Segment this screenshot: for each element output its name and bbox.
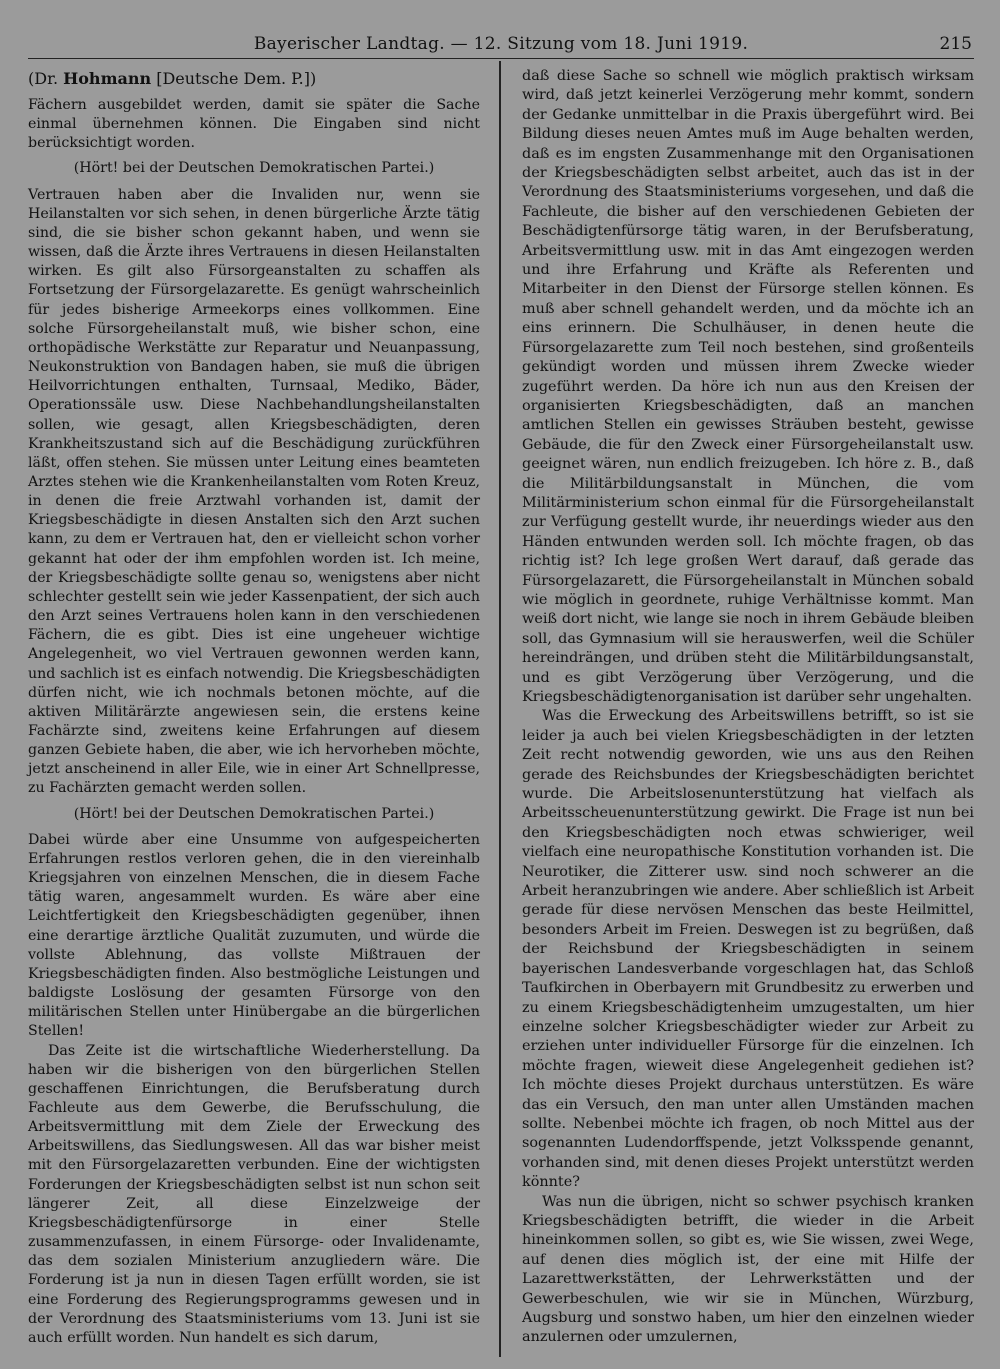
paragraph: daß diese Sache so schnell wie möglich praktisch wirksam wird, daß jetzt keinerlei Verzögerung mehr kommt, sondern der Gedanke unmittelbar in die Praxis übergeführt wird. Bei Bildung dieses neuen Amtes muß im Auge behalten werden, daß es im engsten Zusammenhange mit den Organisationen der Kriegsbeschädigten selbst arbeitet, auch das ist in der Verordnung des Staatsministeriums vorgesehen, und daß die Fachleute, die bisher auf den verschiedenen Gebieten der Beschädigtenfürsorge tätig waren, in der Berufsberatung, Arbeitsvermittlung usw. mit in das Amt eingezogen werden und ihre Erfahrung und Kräfte als Referenten und Mitarbeiter in den Dienst der Fürsorge stellen können. Es muß aber schnell gehandelt werden, und da möchte ich an eins erinnern. Die Schulhäuser, in denen heute die Fürsorgelazarette zum Teil noch bestehen, sind großenteils gekündigt worden und müssen ihrem Zwecke wieder zugeführt werden. Da höre ich nun aus den Kreisen der organisierten Kriegsbeschädigten, daß an manchen amtlichen Stellen ein gewisses Sträuben besteht, gewisse Gebäude, die für den Zweck einer Fürsorgeheilanstalt usw. geeignet wären, nun endlich freizugeben. Ich höre z. B., daß die Militärbildungsanstalt in München, die vom Militärministerium schon einmal für die Fürsorgeheilanstalt zur Verfügung gestellt wurde, ihr neuerdings wieder aus den Händen entwunden werden soll. Ich möchte fragen, ob das richtig ist? Ich lege großen Wert darauf, daß gerade das Fürsorgelazarett, die Fürsorgeheilanstalt in München sobald wie möglich in geordnete, ruhige Verhältnisse kommt. Man weiß dort nicht, wie lange sie noch in ihrem Gebäude bleiben soll, das Gymnasium will sie herauswerfen, weil die Schüler hereindrängen, und drüben steht die Militärbildungsanstalt, und es gibt Verzögerung über Verzögerung, und die Kriegsbeschädigtenorganisation ist darüber sehr ungehalten. xyxy=(522,68,974,705)
running-title: Bayerischer Landtag. — 12. Sitzung vom 18. Juni 1919. xyxy=(253,34,749,54)
paragraph: Vertrauen haben aber die Invaliden nur, wenn sie Heilanstalten vor sich sehen, in denen bürgerliche Ärzte tätig sind, die sie bisher schon gekannt haben, und wenn sie wissen, daß die Ärzte ihres Vertrauens in diesen Heilanstalten wirken. Es gilt also Fürsorgeanstalten zu schaffen als Fortsetzung der Fürsorgelazarette. Es genügt wahrscheinlich für jedes bisherige Armeekorps eines vollkommen. Eine solche Fürsorgeheilanstalt muß, wie bisher schon, eine orthopädische Werkstätte zur Reparatur und Neuanpassung, Neukonstruktion von Bandagen haben, sie muß die übrigen Heilvorrichtungen enthalten, Turnsaal, Mediko, Bäder, Operationssäle usw. Diese Nachbehandlungsheilanstalten sollen, wie gesagt, allen Kriegsbeschädigten, deren Krankheitszustand sich auf die Beschädigung zurückführen läßt, offen stehen. Sie müssen unter Leitung eines beamteten Arztes stehen wie die Krankenheilanstalten vom Roten Kreuz, in denen die freie Arztwahl vorhanden ist, damit der Kriegsbeschädigte in diesen Anstalten sich den Arzt suchen kann, zu dem er Vertrauen hat, den er vielleicht schon vorher gekannt hat oder der ihm empfohlen worden ist. Ich meine, der Kriegsbeschädigte sollte genau so, wenigstens aber nicht schlechter gestellt sein wie jeder Kassenpatient, der sich auch den Arzt seines Vertrauens holen kann in den verschiedenen Fächern, die es gibt. Dies ist eine ungeheuer wichtige Angelegenheit, wo viel Vertrauen gewonnen werden kann, und sachlich ist es einfach notwendig. Die Kriegsbeschädigten dürfen nicht, wie ich nochmals betonen möchte, auf die aktiven Militärärzte angewiesen sein, die erstens keine Fachärzte sind, zweitens keine Erfahrungen auf diesem ganzen Gebiete haben, die aber, wie ich hervorheben möchte, jetzt anscheinend in aller Eile, wie in einer Art Schnellpresse, zu Fachärzten gemacht werden sollen. xyxy=(28,186,480,797)
page-header xyxy=(28,30,974,59)
text-columns xyxy=(28,67,974,1367)
column-divider xyxy=(499,61,501,1357)
paragraph: Was nun die übrigen, nicht so schwer psychisch kranken Kriegsbeschädigten betrifft, die wieder in die Arbeit hineinkommen sollen, so gibt es, wie Sie wissen, zwei Wege, auf denen dies möglich ist, der eine mit Hilfe der Lazarettwerkstätten, der Lehrwerkstätten und der Gewerbeschulen, wie wir sie in München, Würzburg, Augsburg und sonstwo haben, um hier den einzelnen wieder anzulernen oder umzulernen, xyxy=(522,1193,974,1346)
interjection: (Hört! bei der Deutschen Demokratischen Partei.) xyxy=(73,805,435,822)
speaker-line xyxy=(28,69,480,88)
paragraph: Fächern ausgebildet werden, damit sie später die Sache einmal übernehmen können. Die Eingaben sind nicht berücksichtigt worden. xyxy=(28,97,480,152)
paragraph: Was die Erweckung des Arbeitswillens betrifft, so ist sie leider ja auch bei vielen Kriegsbeschädigten in der letzten Zeit recht notwendig geworden, wie uns aus den Reihen gerade des Reichsbundes der Kriegsbeschädigten berichtet wurde. Die Arbeitslosenunterstützung hat vielfach als Arbeitsscheuenunterstützung gewirkt. Die Frage ist nun bei den Kriegsbeschädigten noch etwas schwieriger, weil vielfach eine neuropathische Konstitution vorhanden ist. Die Neurotiker, die Zitterer usw. sind noch schwerer an die Arbeit heranzubringen wie andere. Aber schließlich ist Arbeit gerade für diese nervösen Menschen das beste Heilmittel, besonders Arbeit im Freien. Deswegen ist zu begrüßen, daß der Reichsbund der Kriegsbeschädigten in seinem bayerischen Landesverbande vorgeschlagen hat, das Schloß Taufkirchen in Oberbayern mit Grundbesitz zu erwerben und zu einem Kriegsbeschädigtenheim umzugestalten, um hier einzelne solcher Kriegsbeschädigter wieder zur Arbeit zu erziehen unter individueller Fürsorge für die einzelnen. Ich möchte fragen, wieweit diese Angelegenheit gediehen ist? Ich möchte dieses Projekt durchaus unterstützen. Es wäre das ein Versuch, den man unter allen Umständen machen sollte. Nebenbei möchte ich fragen, ob noch Mittel aus der sogenannten Ludendorffspende, jetzt Volksspende genannt, vorhanden sind, mit denen dieses Projekt unterstützt werden könnte? xyxy=(522,708,974,1191)
paragraph: Das Zeite ist die wirtschaftliche Wiederherstellung. Da haben wir die bisherigen von den bürgerlichen Stellen geschaffenen Einrichtungen, die Berufsberatung durch Fachleute aus dem Gewerbe, die Berufsschulung, die Arbeitsvermittlung mit dem Ziele der Erweckung des Arbeitswillens, das Siedlungswesen. All das war bisher meist mit den Fürsorgelazaretten verbunden. Eine der wichtigsten Forderungen der Kriegsbeschädigten selbst ist nun schon seit längerer Zeit, all diese Einzelzweige der Kriegsbeschädigtenfürsorge in einer Stelle zusammenzufassen, in einem Fürsorge- oder Invalidenamte, das dem sozialen Ministerium anzugliedern wäre. Die Forderung ist ja nun in diesen Tagen erfüllt worden, sie ist eine Forderung des Regierungsprogramms gewesen und in der Verordnung des Staatsministeriums vom 13. Juni ist sie auch erfüllt worden. Nun handelt es sich darum, xyxy=(28,1042,480,1346)
interjection: (Hört! bei der Deutschen Demokratischen Partei.) xyxy=(73,160,435,177)
left-column xyxy=(28,67,480,1348)
right-column xyxy=(522,67,974,1348)
speaker-prefix: (Dr. xyxy=(28,69,64,88)
speaker-name: Hohmann xyxy=(63,69,152,88)
paragraph: Dabei würde aber eine Unsumme von aufgespeicherten Erfahrungen restlos verloren gehen, die in den viereinhalb Kriegsjahren von einzelnen Menschen, die in diesem Fache tätig waren, angesammelt wurden. Es wäre aber eine Leichtfertigkeit den Kriegsbeschädigten gegenüber, ihnen eine derartige ärztliche Qualität zuzumuten, und würde die vollste Ablehnung, das vollste Mißtrauen der Kriegsbeschädigten finden. Also bestmögliche Leistungen und baldigste Loslösung der gesamten Fürsorge von den militärischen Stellen unter Hinübergabe an die bürgerlichen Stellen! xyxy=(28,831,480,1040)
page-number: 215 xyxy=(939,34,972,54)
speaker-party: [Deutsche Dem. P.]) xyxy=(151,69,317,88)
